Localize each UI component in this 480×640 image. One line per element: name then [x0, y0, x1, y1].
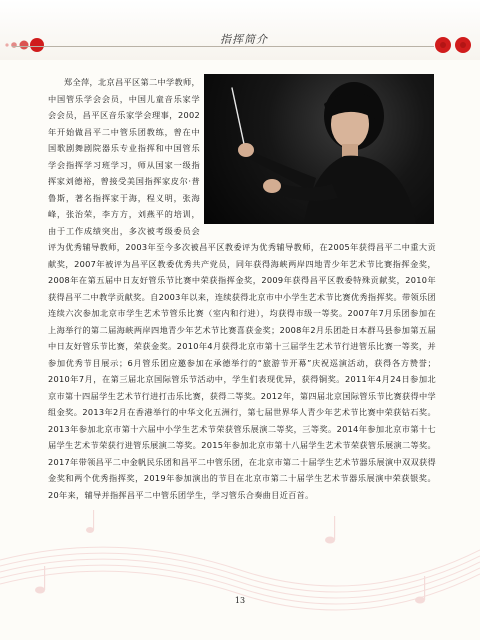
page-title: 指挥简介 — [220, 33, 268, 46]
header-band — [0, 0, 480, 60]
music-notes-background-icon — [0, 470, 480, 640]
decorative-dots-left-icon — [4, 34, 46, 56]
conductor-biography — [48, 74, 436, 503]
decorative-dots-right-icon — [432, 34, 476, 56]
biography-text: 郑全萍，北京昌平区第二中学教师，中国管乐学会会员，中国儿童音乐家学会会员，昌平区音乐家学会理事，2002年开始做昌平二中管乐团教练，曾在中国歌剧舞剧院器乐专业指挥和中国管乐学会指挥学习班学习，师从国家一级指挥家刘德裕，曾接受美国指挥家皮尔·普鲁斯，著名指挥家于海，程义明，张海峰，张治荣，李方方，刘燕平的培训，由于工作成绩突出，多次被考级委员会评为优秀辅导教师，2003年至今多次被昌平区教委评为优秀辅导教师，在2005年获得昌平二中重大贡献奖，2007年被评为昌平区教委优秀共产党员，同年获得海峡两岸四地青少年艺术节比赛指挥金奖，2008年在第五届中日友好管乐节比赛中荣获指挥金奖，2009年获得昌平区教委特殊贡献奖，2010年获得昌平二中教学贡献奖。自2003年以来，连续获得北京市中小学生艺术节比赛优秀指挥奖。带领乐团连续六次参加北京市学生艺术节管乐比赛（室内和行进），均获得市级一等奖。2007年7月乐团参加在上海举行的第二届海峡两岸四地青少年艺术节比赛喜获金奖；2008年2月乐团赴日本群马县参加第五届中日友好管乐节比赛，荣获金奖。2010年4月获得北京市第十三届学生艺术节行进管乐比赛一等奖，并参加优秀节目展示；6月管乐团应邀参加在承德举行的“旅游节开幕”庆祝巡演活动，获得各方赞誉；2010年7月，在第三届北京国际管乐节活动中，学生们表现优异，获得铜奖。2011年4月24日参加北京市第十四届学生艺术节行进打击乐比赛，获得二等奖。2012年，第四届北京国际管乐节比赛获得中学组金奖。2013年2月在香港举行的中华文化五洲行，第七届世界华人青少年艺术节比赛中荣获钻石奖。2013年参加北京市第十六届中小学生艺术节荣获管乐展演二等奖，三等奖。2014年参加北京市第十七届学生艺术节荣获行进管乐展演二等奖。2015年参加北京市第十八届学生艺术节荣获管乐展演二等奖。2017年带领昌平二中金帆民乐团和昌平二中管乐团，在北京市第二十届学生艺术节器乐展演中双双获得金奖和两个优秀指挥奖，2019年参加演出的节目在北京市第二十届学生艺术节器乐展演中荣获银奖。20年来，辅导并指挥昌平二中管乐团学生，学习管乐合奏曲目近百首。 — [48, 77, 436, 500]
page-number: 13 — [234, 596, 246, 605]
